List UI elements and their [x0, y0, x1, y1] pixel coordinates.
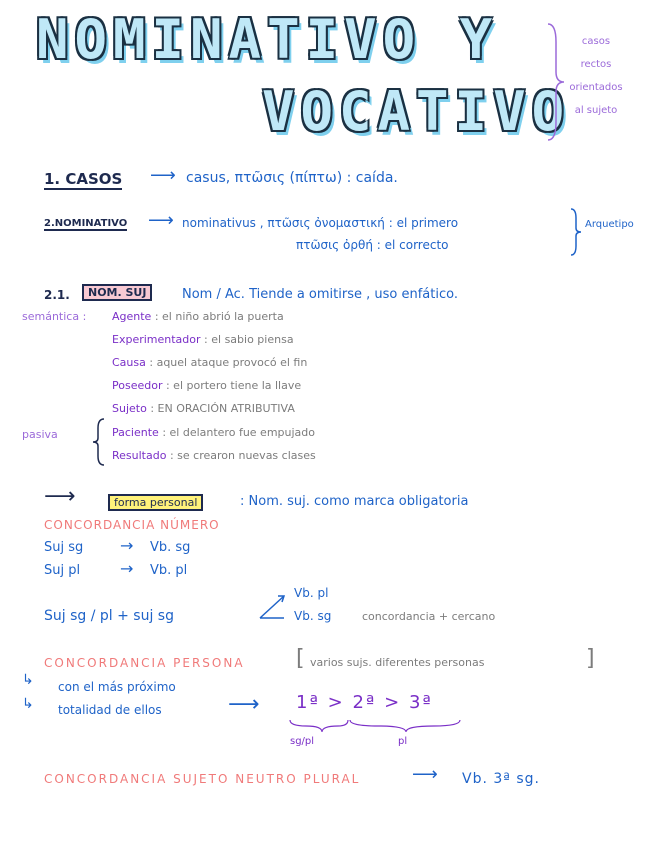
concordancia-neutro-result: Vb. 3ª sg. — [462, 771, 540, 787]
side-note-line: rectos — [580, 59, 612, 70]
arrow-icon: ⟶ — [148, 210, 174, 231]
rule3-left: Suj sg / pl + suj sg — [44, 608, 174, 624]
concordancia-persona-heading: CONCORDANCIA PERSONA — [44, 656, 245, 670]
ranking-under-left: sg/pl — [290, 736, 315, 747]
page-title-line1: NOMINATIVO Y — [36, 8, 499, 71]
arrow-icon: ↳ — [22, 672, 34, 688]
role-term: Agente — [112, 310, 152, 323]
side-note-line: casos — [581, 36, 611, 47]
role-row — [112, 310, 284, 323]
persona-bracket-close: ] — [586, 646, 595, 671]
rule2-left: Suj pl — [44, 563, 81, 578]
role-row — [112, 356, 307, 369]
ranking-item: 3ª — [408, 692, 433, 713]
ranking-underbrace-icon — [288, 718, 468, 738]
persona-bracket-open: [ — [296, 646, 305, 671]
pasiva-label: pasiva — [22, 428, 58, 441]
forma-personal-box: forma personal — [108, 494, 203, 511]
role-term: Paciente — [112, 426, 159, 439]
rule1-right: Vb. sg — [150, 540, 191, 555]
role-row — [112, 333, 294, 346]
role-term: Resultado — [112, 449, 167, 462]
rule2-right: Vb. pl — [150, 563, 188, 578]
semantica-label: semántica : — [22, 310, 87, 323]
role-row — [112, 402, 295, 415]
section2-line1: nominativus , πτῶσις ὀνομαστική : el primero — [182, 216, 459, 230]
page-title-line2: VOCATIVO — [262, 80, 571, 143]
role-example: : el delantero fue empujado — [162, 426, 315, 439]
arrow-icon: ⟶ — [412, 764, 438, 785]
section2-label: 2.NOMINATIVO — [44, 218, 128, 229]
persona-item1: con el más próximo — [58, 680, 176, 694]
greater-than-icon: > — [327, 692, 353, 713]
arrow-icon: ⟶ — [228, 692, 260, 717]
section1-text: casus, πτῶσις (πίπτω) : caída. — [186, 170, 398, 186]
side-note — [561, 30, 631, 122]
role-term: Poseedor — [112, 379, 163, 392]
arrow-icon: → — [120, 559, 134, 578]
ranking — [296, 692, 433, 713]
section1-label: 1. CASOS — [44, 170, 123, 188]
arrow-icon: ⟶ — [44, 484, 76, 509]
arrow-icon: → — [120, 536, 134, 555]
section2-brace-icon — [570, 208, 582, 256]
rule1-left: Suj sg — [44, 540, 84, 555]
section21-number: 2.1. — [44, 288, 70, 302]
role-row — [112, 379, 301, 392]
role-term: Causa — [112, 356, 146, 369]
persona-bracket-note: varios sujs. diferentes personas — [310, 656, 485, 669]
role-example: : se crearon nuevas clases — [169, 449, 316, 462]
pasiva-brace-icon — [92, 418, 106, 466]
fork-arrow-icon — [258, 592, 288, 622]
side-note-line: al sujeto — [574, 105, 618, 116]
section21-text: Nom / Ac. Tiende a omitirse , uso enfático. — [182, 287, 458, 302]
ranking-item: 1ª — [296, 692, 320, 713]
concordancia-numero-heading: CONCORDANCIA NÚMERO — [44, 518, 220, 532]
role-example: : el sabio piensa — [204, 333, 294, 346]
role-example: : aquel ataque provocó el fin — [149, 356, 308, 369]
greater-than-icon: > — [384, 692, 409, 713]
ranking-item: 2ª — [352, 692, 377, 713]
persona-item2: totalidad de ellos — [58, 703, 162, 717]
forma-personal-text: : Nom. suj. como marca obligatoria — [240, 494, 469, 509]
arrow-icon: ↳ — [22, 696, 34, 712]
section2-line2: πτῶσις ὀρθή : el correcto — [296, 238, 449, 252]
side-note-line: orientados — [569, 82, 623, 93]
ranking-under-right: pl — [398, 736, 408, 747]
role-row — [112, 449, 316, 462]
role-example: : el portero tiene la llave — [165, 379, 302, 392]
rule3-note: concordancia + cercano — [362, 610, 496, 623]
role-term: Sujeto — [112, 402, 147, 415]
section21-box: NOM. SUJ — [82, 284, 152, 301]
role-row — [112, 426, 315, 439]
role-term: Experimentador — [112, 333, 201, 346]
concordancia-neutro-heading: CONCORDANCIA SUJETO NEUTRO PLURAL — [44, 772, 361, 786]
rule3-top: Vb. pl — [294, 586, 329, 600]
section2-brace-note: Arquetipo — [585, 219, 634, 230]
role-example: : el niño abrió la puerta — [154, 310, 284, 323]
arrow-icon: ⟶ — [150, 165, 176, 186]
role-example: : EN ORACIÓN ATRIBUTIVA — [150, 402, 295, 415]
rule3-bottom: Vb. sg — [294, 609, 332, 623]
